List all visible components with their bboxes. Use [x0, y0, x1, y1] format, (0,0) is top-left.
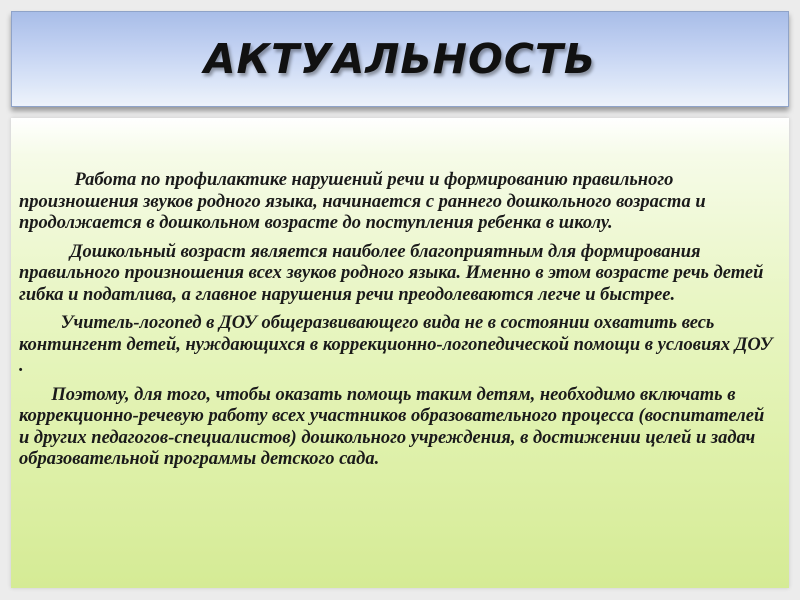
title-banner: [11, 11, 789, 107]
content-panel: [11, 118, 789, 588]
slide-title: АКТУАЛЬНОСТЬ: [203, 35, 597, 83]
paragraph-3: Учитель-логопед в ДОУ общеразвивающего вида не в состоянии охватить весь контингент детей, нуждающихся в коррекционно-логопедической помощи в условиях ДОУ .: [19, 313, 773, 376]
paragraph-1: Работа по профилактике нарушений речи и формированию правильного произношения звуков родного языка, начинается с раннего дошкольного возраста и продолжается в дошкольном возрасте до поступления ребенка в школу.: [19, 170, 706, 233]
paragraph-2: Дошкольный возраст является наиболее благоприятным для формирования правильного произношения всех звуков родного языка. Именно в этом возрасте речь детей гибка и податлива, а главное нарушения речи преодолеваются легче и быстрее.: [19, 241, 764, 305]
paragraph-4: Поэтому, для того, чтобы оказать помощь таким детям, необходимо включать в коррекционно-речевую работу всех участников образовательного процесса (воспитателей и других педагогов-специалистов) дошкольного учреждения, в достижении целей и задач образовательной программы детского сада.: [19, 384, 765, 469]
